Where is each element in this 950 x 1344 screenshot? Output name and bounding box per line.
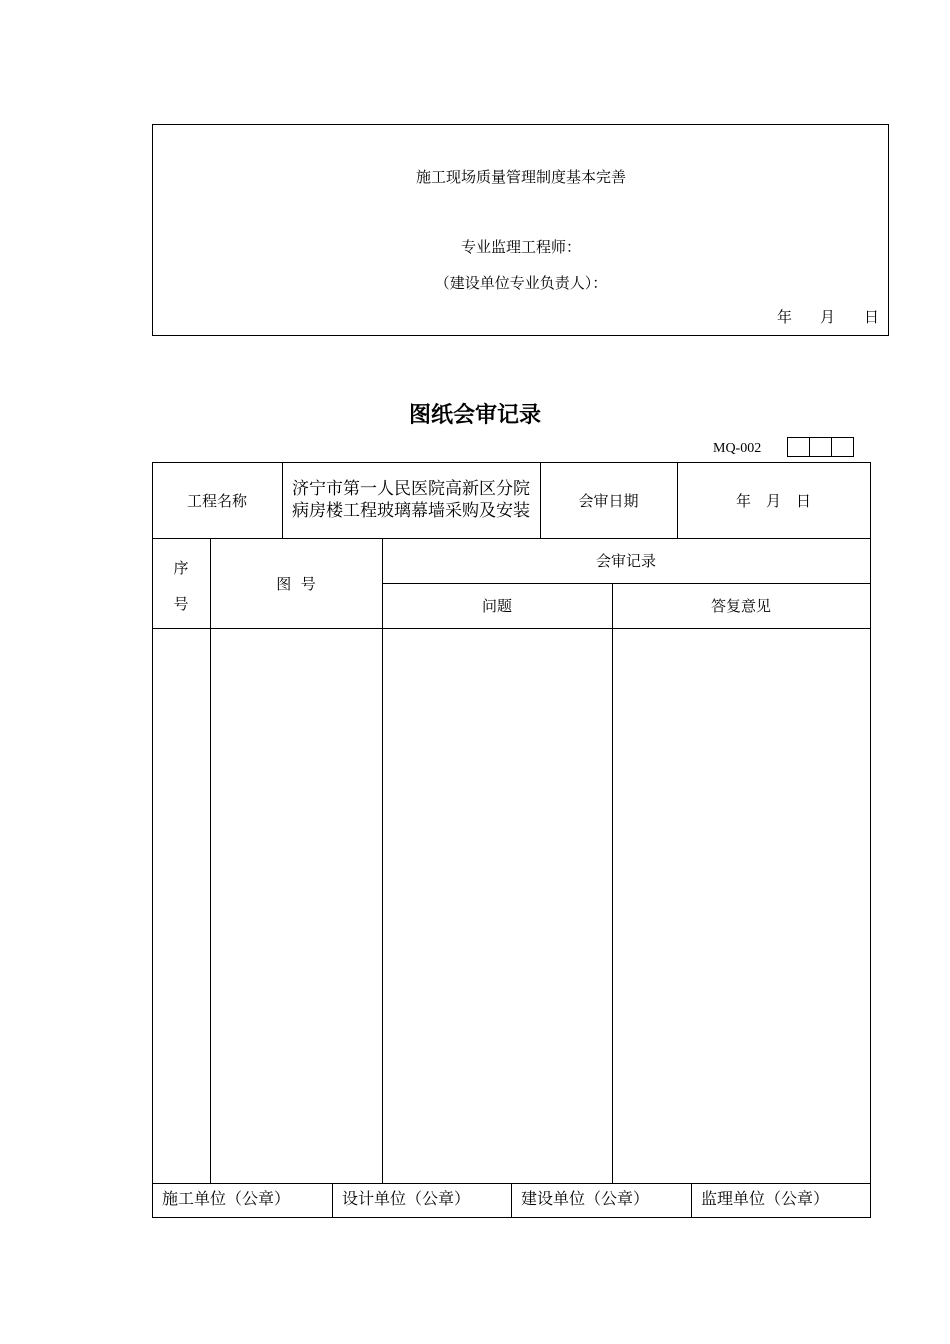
owner-rep-label: （建设单位专业负责人）： bbox=[434, 274, 608, 292]
quality-statement: 施工现场质量管理制度基本完善 bbox=[415, 168, 627, 186]
approval-box bbox=[152, 124, 889, 336]
supervisor-label: 专业监理工程师： bbox=[460, 238, 582, 256]
question-header: 问题 bbox=[481, 597, 512, 615]
code-box-1[interactable] bbox=[787, 437, 810, 457]
drawing-no-header: 图 号 bbox=[276, 574, 316, 593]
signature-design-unit: 设计单位（公章） bbox=[342, 1189, 471, 1208]
signature-construction-unit: 施工单位（公章） bbox=[162, 1189, 291, 1208]
drawing-no-column-body[interactable] bbox=[211, 629, 382, 1183]
code-box-3[interactable] bbox=[831, 437, 854, 457]
seq-header-line1: 序 bbox=[173, 558, 189, 577]
seq-column-body[interactable] bbox=[153, 629, 210, 1183]
question-column-body[interactable] bbox=[383, 629, 612, 1183]
date-year: 年 bbox=[777, 308, 793, 326]
date-day: 日 bbox=[864, 308, 880, 326]
form-code: MQ-002 bbox=[713, 441, 762, 456]
review-date-value[interactable]: 年 月 日 bbox=[735, 491, 811, 510]
reply-header: 答复意见 bbox=[710, 597, 771, 615]
reply-column-body[interactable] bbox=[613, 629, 870, 1183]
code-box-2[interactable] bbox=[809, 437, 832, 457]
project-name-label: 工程名称 bbox=[186, 491, 247, 510]
review-date-label: 会审日期 bbox=[578, 491, 639, 510]
signature-owner-unit: 建设单位（公章） bbox=[521, 1189, 650, 1208]
seq-header-line2: 号 bbox=[173, 594, 189, 613]
signature-supervision-unit: 监理单位（公章） bbox=[701, 1189, 830, 1208]
review-record-header: 会审记录 bbox=[595, 552, 656, 570]
date-month: 月 bbox=[820, 308, 836, 326]
page-title: 图纸会审记录 bbox=[408, 403, 542, 428]
project-name-value[interactable]: 济宁市第一人民医院高新区分院病房楼工程玻璃幕墙采购及安装 bbox=[292, 479, 530, 521]
